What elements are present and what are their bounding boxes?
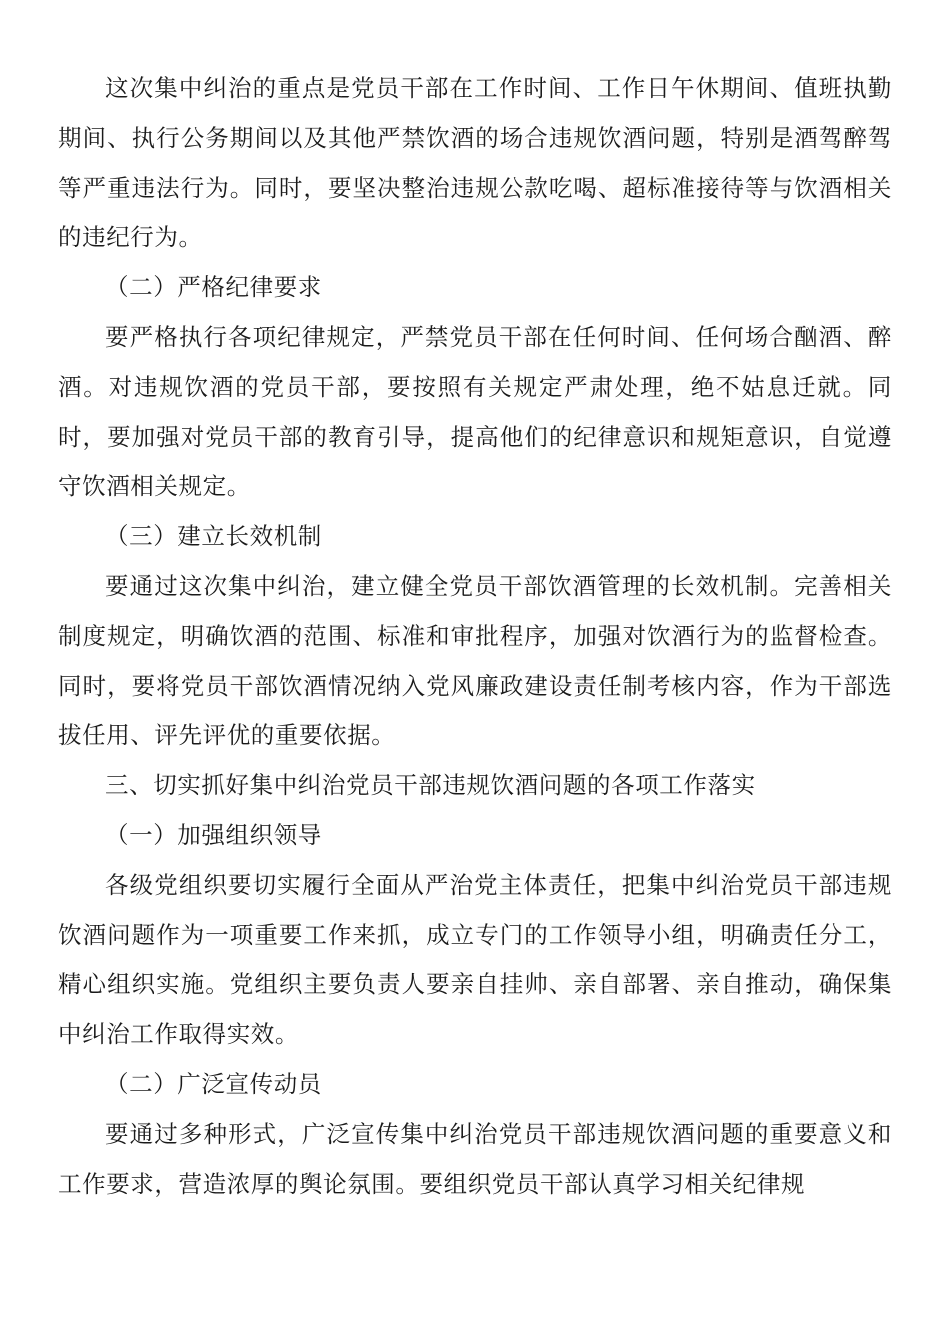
heading-long-term-mechanism: （三）建立长效机制 xyxy=(105,522,322,551)
paragraph-mechanism: 要通过这次集中纠治，建立健全党员干部饮酒管理的长效机制。完善相关制度规定，明确饮酒的范围、标准和审批程序，加强对饮酒行为的监督检查。同时，要将党员干部饮酒情况纳入党风廉政建设责任制考核内容，作为干部选拔任用、评先评优的重要依据。 xyxy=(58,571,892,750)
heading-strict-discipline: （二）严格纪律要求 xyxy=(105,273,322,302)
paragraph-focus: 这次集中纠治的重点是党员干部在工作时间、工作日午休期间、值班执勤期间、执行公务期间以及其他严禁饮酒的场合违规饮酒问题，特别是酒驾醉驾等严重违法行为。同时，要坚决整治违规公款吃喝、超标准接待等与饮酒相关的违纪行为。 xyxy=(58,74,892,252)
document-page xyxy=(58,64,892,1209)
heading-section-three: 三、切实抓好集中纠治党员干部违规饮酒问题的各项工作落实 xyxy=(105,771,756,800)
heading-publicity: （二）广泛宣传动员 xyxy=(105,1069,322,1098)
paragraph-organization: 各级党组织要切实履行全面从严治党主体责任，把集中纠治党员干部违规饮酒问题作为一项重要工作来抓，成立专门的工作领导小组，明确责任分工，精心组织实施。党组织主要负责人要亲自挂帅、亲自部署、亲自推动，确保集中纠治工作取得实效。 xyxy=(58,870,892,1049)
paragraph-discipline: 要严格执行各项纪律规定，严禁党员干部在任何时间、任何场合酗酒、醉酒。对违规饮酒的党员干部，要按照有关规定严肃处理，绝不姑息迁就。同时，要加强对党员干部的教育引导，提高他们的纪律意识和规矩意识，自觉遵守饮酒相关规定。 xyxy=(58,322,892,501)
heading-organization: （一）加强组织领导 xyxy=(105,820,322,849)
paragraph-publicity: 要通过多种形式，广泛宣传集中纠治党员干部违规饮酒问题的重要意义和工作要求，营造浓厚的舆论氛围。要组织党员干部认真学习相关纪律规 xyxy=(58,1119,892,1198)
